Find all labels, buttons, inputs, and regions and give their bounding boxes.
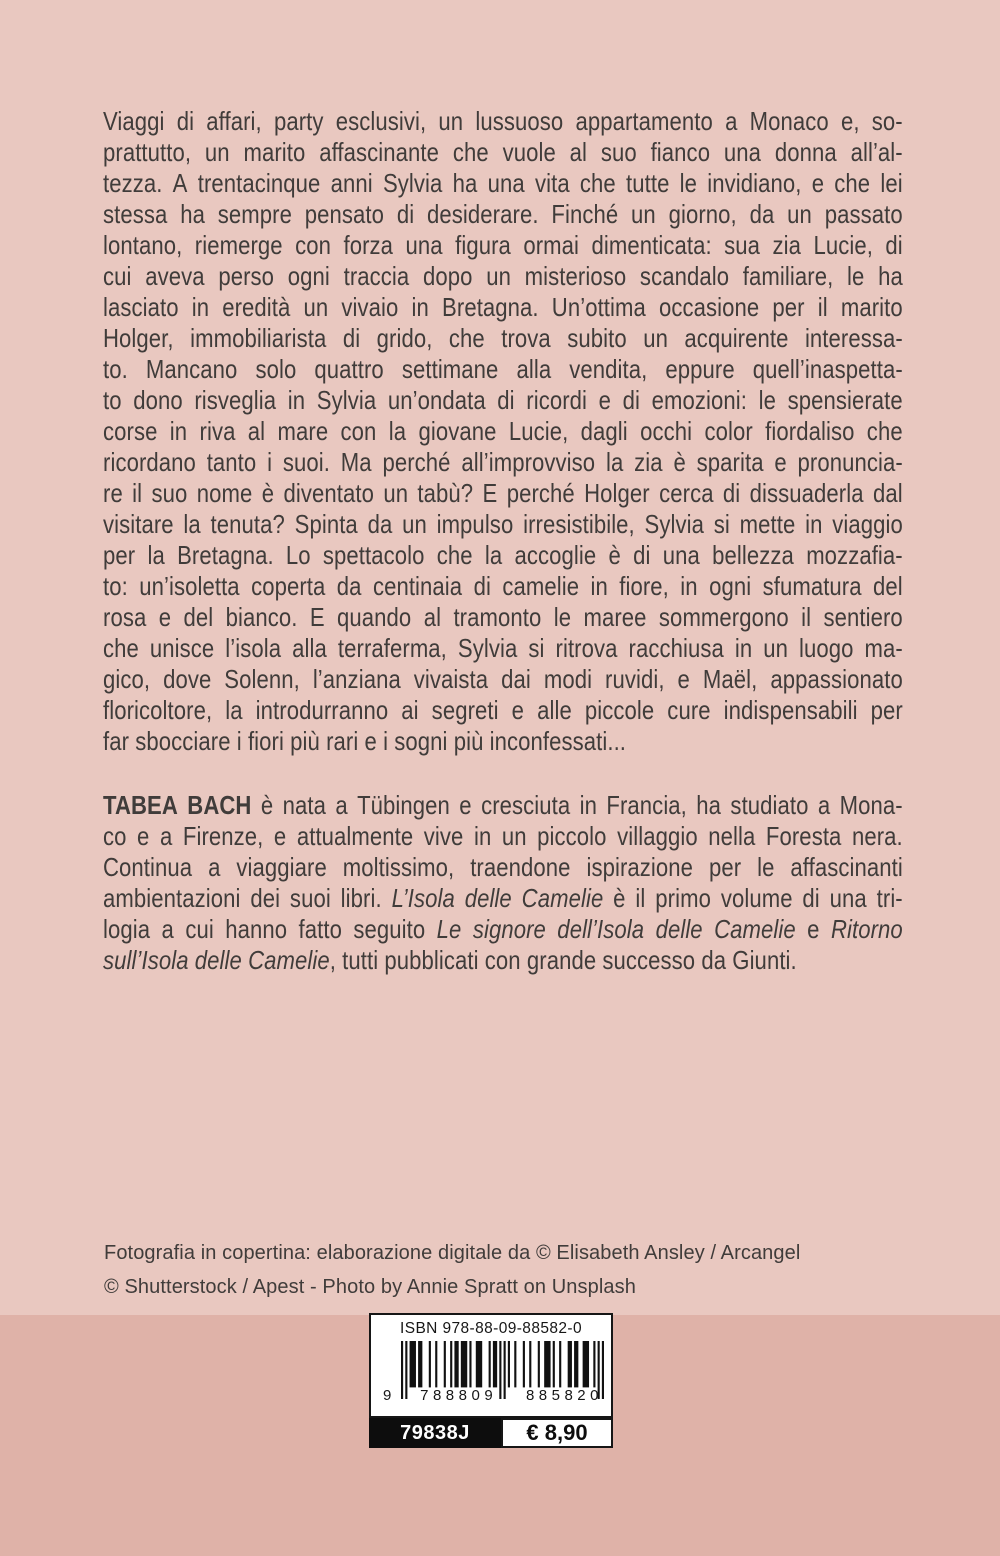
text-line: tezza. A trentacinque anni Sylvia ha una vita che tutte le invidiano, e che lei <box>103 168 903 198</box>
isbn-block <box>369 1313 613 1448</box>
text-line: sull’Isola delle Camelie, tutti pubblicati con grande successo da Giunti. <box>103 945 797 975</box>
text-line: corse in riva al mare con la giovane Lucie, dagli occhi color fiordaliso che <box>103 416 903 446</box>
text-line: gico, dove Solenn, l’anziana vivaista dai modi ruvidi, e Maël, appassionato <box>103 664 903 694</box>
text-line: to dono risveglia in Sylvia un’ondata di ricordi e di emozioni: le spensierate <box>103 385 903 415</box>
text-line: per la Bretagna. Lo spettacolo che la accoglie è di una bellezza mozzafia- <box>103 540 903 570</box>
text-line: prattutto, un marito affascinante che vuole al suo fianco una donna all’al- <box>103 137 903 167</box>
text-line: TABEA BACH è nata a Tübingen e cresciuta in Francia, ha studiato a Mona- <box>103 790 903 820</box>
text-line: far sbocciare i fiori più rari e i sogni più inconfessati... <box>103 726 627 756</box>
ean-group-1: 788809 <box>420 1387 498 1404</box>
text-line: lasciato in eredità un vivaio in Bretagna. Un’ottima occasione per il marito <box>103 292 903 322</box>
edition-code-tag: 79838J <box>369 1418 501 1448</box>
text-column <box>103 106 903 976</box>
text-line: Viaggi di affari, party esclusivi, un lussuoso appartamento a Monaco e, so- <box>103 106 903 136</box>
credit-line-2: © Shutterstock / Apest - Photo by Annie Spratt on Unsplash <box>104 1276 636 1298</box>
text-line: to. Mancano solo quattro settimane alla vendita, eppure quell’inaspetta- <box>103 354 903 384</box>
text-line: ambientazioni dei suoi libri. L’Isola delle Camelie è il primo volume di una tri- <box>103 883 903 913</box>
ean-lead-digit: 9 <box>383 1387 392 1404</box>
text-line: cui aveva perso ogni traccia dopo un misterioso scandalo familiare, le ha <box>103 261 903 291</box>
text-line: ricordano tanto i suoi. Ma perché all’improvviso la zia è sparita e pronuncia- <box>103 447 903 477</box>
barcode-panel <box>369 1313 613 1418</box>
price-row <box>369 1418 613 1448</box>
text-line: re il suo nome è diventato un tabù? E perché Holger cerca di dissuaderla dal <box>103 478 903 508</box>
text-line: che unisce l’isola alla terraferma, Sylvia si ritrova racchiusa in un luogo ma- <box>103 633 903 663</box>
text-line: rosa e del bianco. E quando al tramonto le maree sommergono il sentiero <box>103 602 903 632</box>
text-line: Continua a viaggiare moltissimo, traendone ispirazione per le affascinanti <box>103 852 903 882</box>
text-line: to: un’isoletta coperta da centinaia di camelie in fiore, in ogni sfumatura del <box>103 571 903 601</box>
blurb-paragraph <box>103 106 903 757</box>
isbn-number: ISBN 978-88-09-88582-0 <box>400 1320 582 1337</box>
text-line: visitare la tenuta? Spinta da un impulso irresistibile, Sylvia si mette in viaggio <box>103 509 903 539</box>
photo-credits <box>104 1236 800 1304</box>
text-line: floricoltore, la introdurranno ai segreti e alle piccole cure indispensabili per <box>103 695 903 725</box>
ean-digits <box>383 1387 603 1404</box>
ean-group-2: 885820 <box>525 1387 603 1404</box>
price-tag: € 8,90 <box>501 1418 613 1448</box>
text-line: lontano, riemerge con forza una figura ormai dimenticata: sua zia Lucie, di <box>103 230 903 260</box>
author-bio-paragraph <box>103 790 903 976</box>
text-line: Holger, immobiliarista di grido, che trova subito un acquirente interessa- <box>103 323 903 353</box>
text-line: stessa ha sempre pensato di desiderare. Finché un giorno, da un passato <box>103 199 903 229</box>
credit-line-1: Fotografia in copertina: elaborazione digitale da © Elisabeth Ansley / Arcangel <box>104 1242 801 1264</box>
text-line: co e a Firenze, e attualmente vive in un piccolo villaggio nella Foresta nera. <box>103 821 903 851</box>
text-line: logia a cui hanno fatto seguito Le signore dell’Isola delle Camelie e Ritorno <box>103 914 903 944</box>
